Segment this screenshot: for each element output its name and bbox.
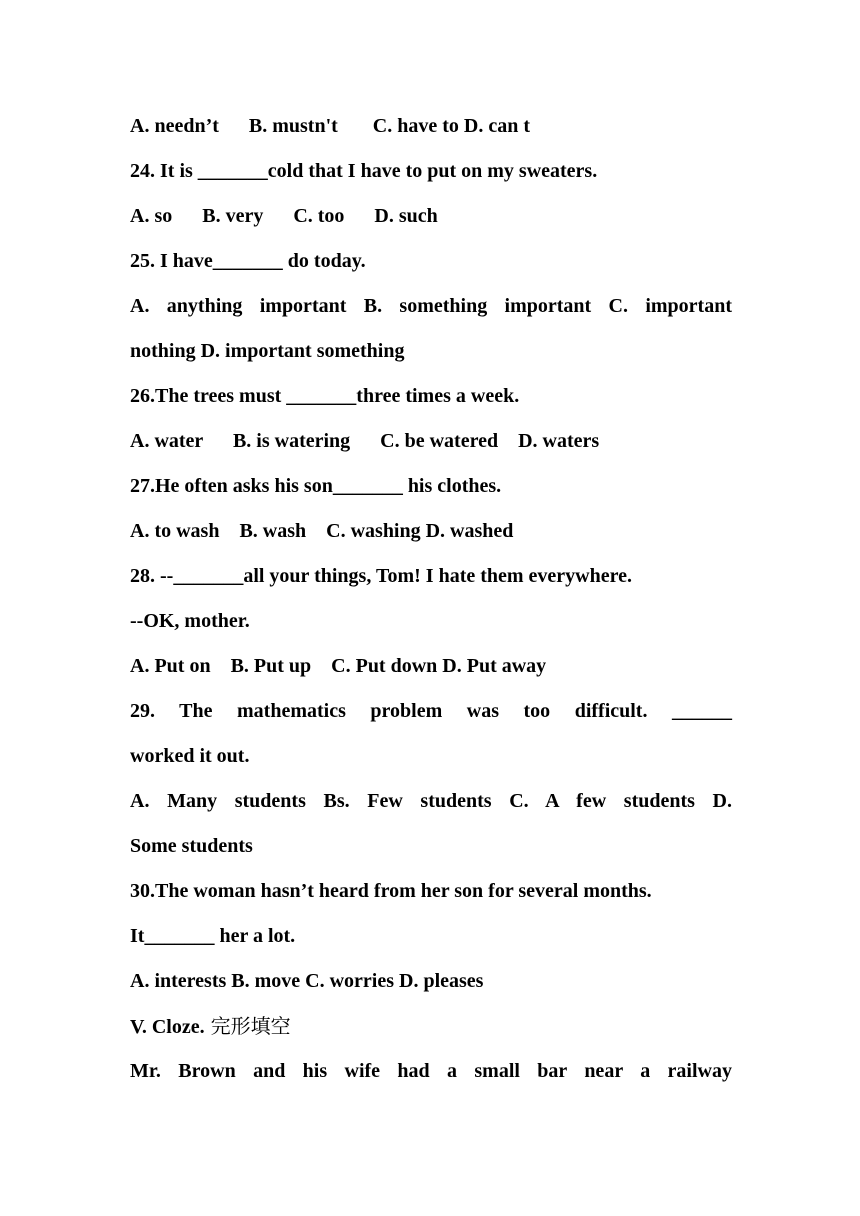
section-title-en: V. Cloze. xyxy=(130,1016,205,1038)
question-28-reply: --OK, mother. xyxy=(130,610,250,632)
question-26-options: A. water B. is watering C. be watered D. waters xyxy=(130,430,600,452)
question-25: 25. I have_______ do today. xyxy=(130,250,366,272)
question-29: 29. The mathematics problem was too difficult. ______ xyxy=(130,700,732,722)
question-28-options: A. Put on B. Put up C. Put down D. Put away xyxy=(130,655,547,677)
question-25-options-continued: nothing D. important something xyxy=(130,340,405,362)
question-27: 27.He often asks his son_______ his clothes. xyxy=(130,475,502,497)
section-title-cn: 完形填空 xyxy=(210,1014,291,1038)
cloze-passage-first-line: Mr. Brown and his wife had a small bar near a railway xyxy=(130,1060,732,1082)
question-30: 30.The woman hasn’t heard from her son for several months. xyxy=(130,880,652,902)
question-29-options: A. Many students Bs. Few students C. A few students D. xyxy=(130,790,732,812)
question-24: 24. It is _______cold that I have to put on my sweaters. xyxy=(130,160,598,182)
section-heading-cloze xyxy=(130,1004,732,1049)
question-23-options: A. needn’t B. mustn't C. have to D. can t xyxy=(130,115,530,137)
question-30-continued: It_______ her a lot. xyxy=(130,925,296,947)
question-29-continued: worked it out. xyxy=(130,745,250,767)
question-25-options: A. anything important B. something important C. important xyxy=(130,295,732,317)
question-29-options-continued: Some students xyxy=(130,835,253,857)
question-24-options: A. so B. very C. too D. such xyxy=(130,205,438,227)
question-26: 26.The trees must _______three times a week. xyxy=(130,385,520,407)
document-body xyxy=(130,104,732,1094)
question-28: 28. --_______all your things, Tom! I hate them everywhere. xyxy=(130,565,633,587)
question-30-options: A. interests B. move C. worries D. pleases xyxy=(130,970,484,992)
question-27-options: A. to wash B. wash C. washing D. washed xyxy=(130,520,514,542)
